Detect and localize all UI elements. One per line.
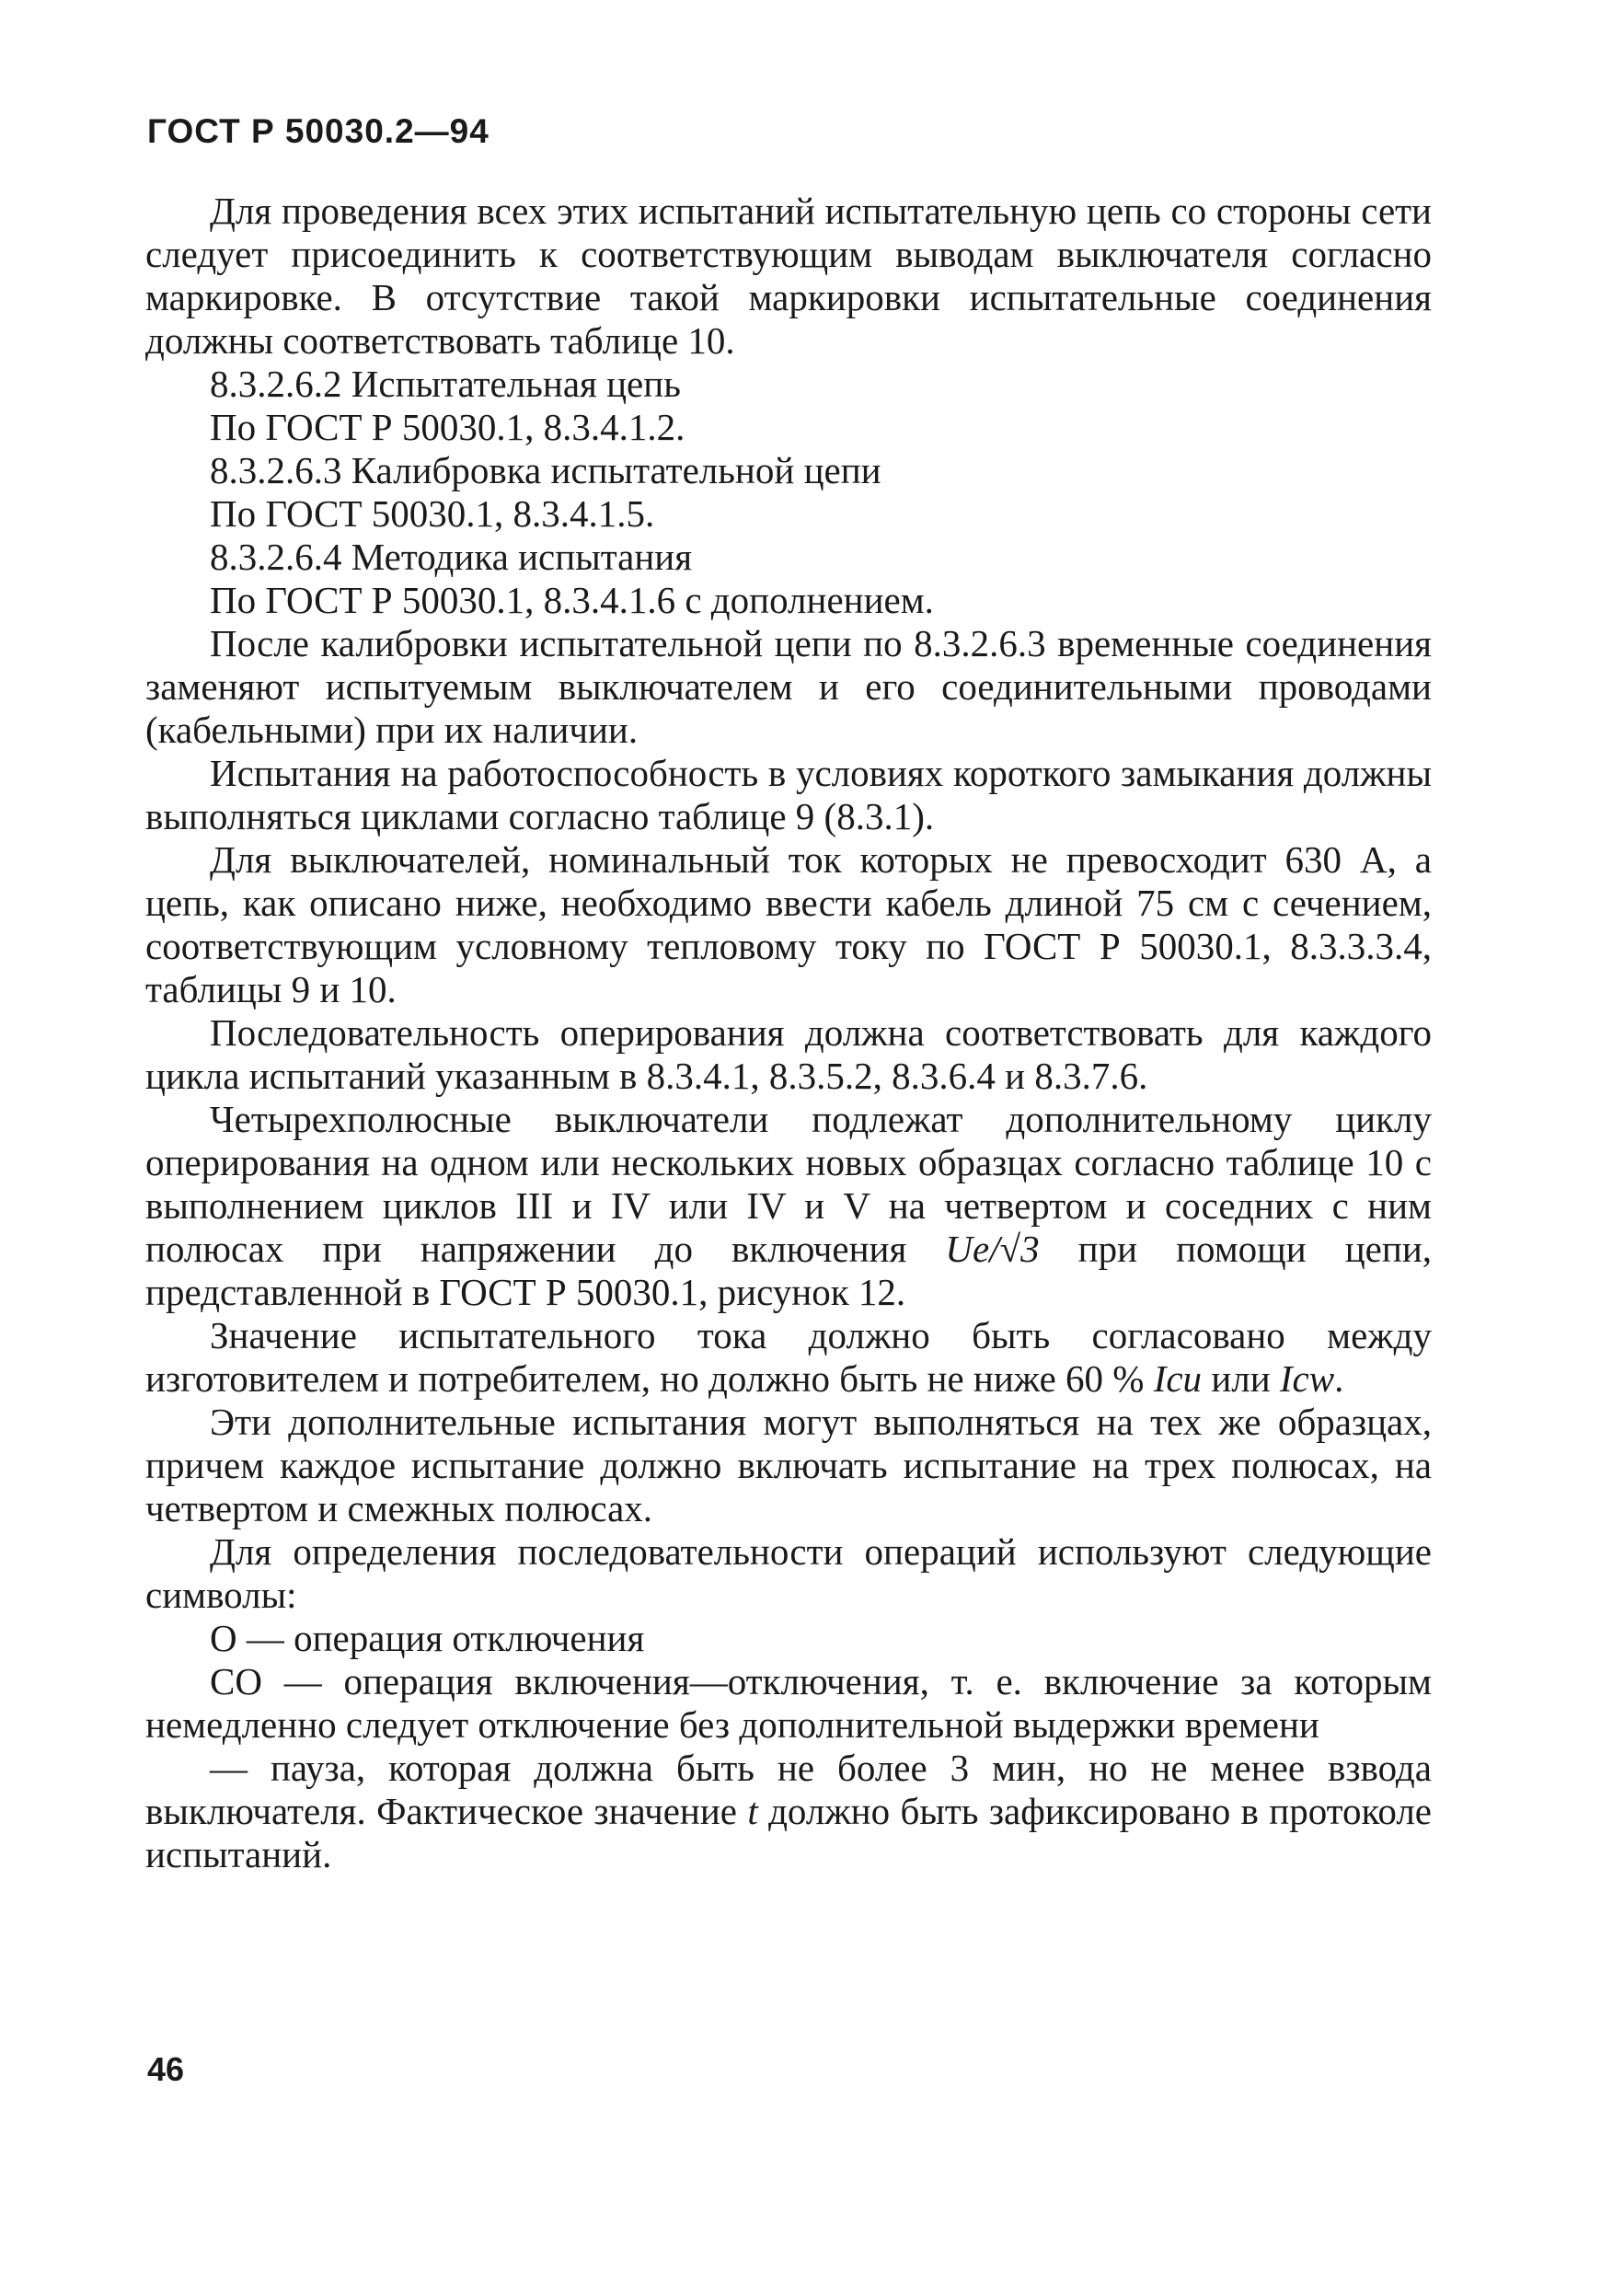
formula-icw: Icw xyxy=(1279,1357,1335,1400)
paragraph: По ГОСТ 50030.1, 8.3.4.1.5. xyxy=(210,492,655,535)
document-header: ГОСТ Р 50030.2—94 xyxy=(147,112,490,150)
paragraph-four-pole xyxy=(145,1098,1432,1314)
paragraph-text: Значение испытательного тока должно быть согласовано между изготовителем и потребителем, но должно быть не ниже 60 % xyxy=(145,1314,1432,1400)
section-heading: 8.3.2.6.2 Испытательная цепь xyxy=(210,363,681,405)
formula-t: t xyxy=(747,1790,758,1832)
formula-icu: Icu xyxy=(1153,1357,1203,1400)
paragraph-test-current: Значение испытательного тока должно быть согласовано между изготовителем и потребителем, но должно быть не ниже 60 % Icu или Icw. xyxy=(145,1314,1432,1400)
symbol-definition: О — операция отключения xyxy=(210,1617,645,1659)
paragraph: По ГОСТ Р 50030.1, 8.3.4.1.6 с дополнением. xyxy=(210,579,934,621)
formula-ue-sqrt3: Ue/√3 xyxy=(945,1228,1040,1270)
paragraph-text: при помощи цепи, представленной в ГОСТ Р 50030.1, рисунок 12. xyxy=(145,1228,1433,1313)
section-heading: 8.3.2.6.4 Методика испытания xyxy=(210,536,693,578)
paragraph: Последовательность оперирования должна соответствовать для каждого цикла испытаний указанным в 8.3.4.1, 8.3.5.2, 8.3.6.4 и 8.3.7.6. xyxy=(145,1011,1432,1097)
paragraph-text: должно быть зафиксировано в протоколе испытаний. xyxy=(145,1790,1432,1875)
paragraph: Испытания на работоспособность в условиях короткого замыкания должны выполняться циклами согласно таблице 9 (8.3.1). xyxy=(145,752,1432,837)
paragraph: Для определения последовательности операций используют следующие символы: xyxy=(145,1530,1432,1616)
page-number: 46 xyxy=(147,2050,185,2088)
symbol-definition: СО — операция включения—отключения, т. е. включение за которым немедленно следует отключение без дополнительной выдержки времени xyxy=(145,1660,1432,1746)
paragraph-text: — пауза, которая должна быть не более 3 мин, но не менее взвода выключателя. Фактическое значение xyxy=(145,1747,1432,1832)
paragraph: Эти дополнительные испытания могут выполняться на тех же образцах, причем каждое испытание должно включать испытание на трех полюсах, на четвертом и смежных полюсах. xyxy=(145,1401,1432,1529)
symbol-definition-pause xyxy=(145,1747,1432,1876)
paragraph: Для проведения всех этих испытаний испытательную цепь со стороны сети следует присоединить к соответствующим выводам выключателя согласно маркировке. В отсутствие такой маркировки испытательные соединения должны соответствовать таблице 10. xyxy=(145,190,1432,362)
paragraph-text: или xyxy=(1211,1357,1271,1400)
paragraph-text: Четырехполюсные выключатели подлежат дополнительному циклу оперирования на одном или нескольких новых образцах согласно таблице 10 с выполнением циклов III и IV или IV и V на четвертом и соседних с ним полюсах при напряжении до включения xyxy=(145,1098,1432,1270)
paragraph: После калибровки испытательной цепи по 8.3.2.6.3 временные соединения заменяют испытуемым выключателем и его соединительными проводами (кабельными) при их наличии. xyxy=(145,622,1432,751)
paragraph: Для выключателей, номинальный ток которых не превосходит 630 А, а цепь, как описано ниже, необходимо ввести кабель длиной 75 см с сечением, соответствующим условному тепловому току по ГОСТ Р 50030.1, 8.3.3.3.4, таблицы 9 и 10. xyxy=(145,838,1432,1010)
section-heading: 8.3.2.6.3 Калибровка испытательной цепи xyxy=(210,449,881,491)
paragraph: По ГОСТ Р 50030.1, 8.3.4.1.2. xyxy=(210,406,685,448)
document-body xyxy=(145,190,1432,1876)
